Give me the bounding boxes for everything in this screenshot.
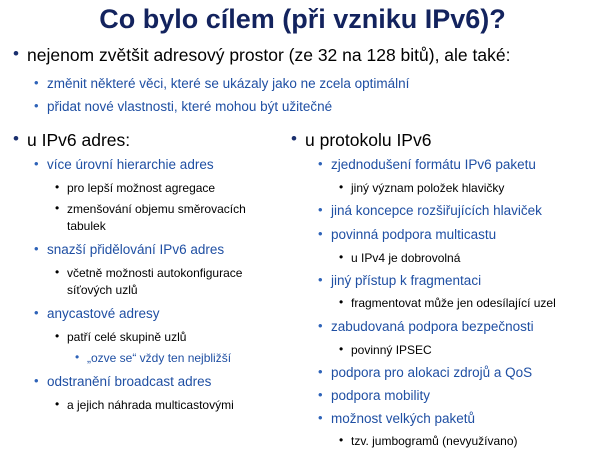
bullet-icon: • — [339, 342, 344, 356]
bullet-icon: • — [13, 44, 19, 63]
bullet-icon: • — [34, 98, 39, 113]
bullet-icon: • — [318, 318, 323, 333]
bullet-icon: • — [13, 129, 19, 148]
bullet-icon: • — [318, 272, 323, 287]
left-subitem: • pro lepší možnost agregace — [55, 180, 216, 195]
bullet-icon: • — [318, 364, 323, 379]
right-item: • jiná koncepce rozšiřujících hlaviček — [318, 202, 542, 218]
bullet-icon: • — [34, 75, 39, 90]
right-heading: • u protokolu IPv6 — [291, 129, 432, 150]
right-item: • jiný přístup k fragmentaci — [318, 272, 482, 288]
bullet-icon: • — [318, 202, 323, 217]
left-subitem: • včetně možnosti autokonfigurace — [55, 265, 243, 280]
bullet-icon: • — [55, 201, 60, 215]
bullet-icon: • — [55, 180, 60, 194]
bullet-icon: • — [55, 329, 60, 343]
left-item: • anycastové adresy — [34, 305, 160, 321]
left-item: • odstranění broadcast adres — [34, 373, 212, 389]
bullet-icon: • — [318, 226, 323, 241]
left-subsubitem: • „ozve se“ vždy ten nejbližší — [75, 350, 232, 365]
right-subitem: • fragmentovat může jen odesílající uzel — [339, 295, 556, 310]
left-item: • snazší přidělování IPv6 adres — [34, 241, 225, 257]
left-subitem: • patří celé skupině uzlů — [55, 329, 187, 344]
left-subitem: • zmenšování objemu směrovacích — [55, 201, 246, 216]
intro-main: • nejenom zvětšit adresový prostor (ze 32 na 128 bitů), ale také: — [13, 44, 511, 65]
intro-sub-2: • přidat nové vlastnosti, které mohou být užitečné — [34, 98, 333, 114]
right-item: • možnost velkých paketů — [318, 410, 476, 426]
right-item: • zjednodušení formátu IPv6 paketu — [318, 156, 536, 172]
bullet-icon: • — [55, 397, 60, 411]
bullet-icon: • — [318, 410, 323, 425]
right-subitem: • tzv. jumbogramů (nevyužívano) — [339, 433, 518, 448]
left-subitem-cont: síťových uzlů — [67, 283, 138, 297]
bullet-icon: • — [55, 265, 60, 279]
bullet-icon: • — [34, 305, 39, 320]
bullet-icon: • — [34, 156, 39, 171]
right-item: • podpora mobility — [318, 387, 431, 403]
bullet-icon: • — [318, 156, 323, 171]
right-item: • zabudovaná podpora bezpečnosti — [318, 318, 534, 334]
left-item: • více úrovní hierarchie adres — [34, 156, 214, 172]
bullet-icon: • — [34, 373, 39, 388]
left-subitem-cont: tabulek — [67, 219, 106, 233]
bullet-icon: • — [318, 387, 323, 402]
right-item: • podpora pro alokaci zdrojů a QoS — [318, 364, 533, 380]
slide-title: Co bylo cílem (při vzniku IPv6)? — [99, 4, 506, 34]
bullet-icon: • — [339, 180, 344, 194]
bullet-icon: • — [339, 433, 344, 447]
left-subitem: • a jejich náhrada multicastovými — [55, 397, 234, 412]
bullet-icon: • — [75, 350, 80, 364]
intro-sub-1: • změnit některé věci, které se ukázaly jako ne zcela optimální — [34, 75, 410, 91]
bullet-icon: • — [339, 295, 344, 309]
right-subitem: • jiný význam položek hlavičky — [339, 180, 505, 195]
bullet-icon: • — [291, 129, 297, 148]
bullet-icon: • — [34, 241, 39, 256]
left-heading: • u IPv6 adres: — [13, 129, 131, 150]
bullet-icon: • — [339, 250, 344, 264]
right-subitem: • povinný IPSEC — [339, 342, 432, 357]
right-subitem: • u IPv4 je dobrovolná — [339, 250, 461, 265]
right-item: • povinná podpora multicastu — [318, 226, 497, 242]
